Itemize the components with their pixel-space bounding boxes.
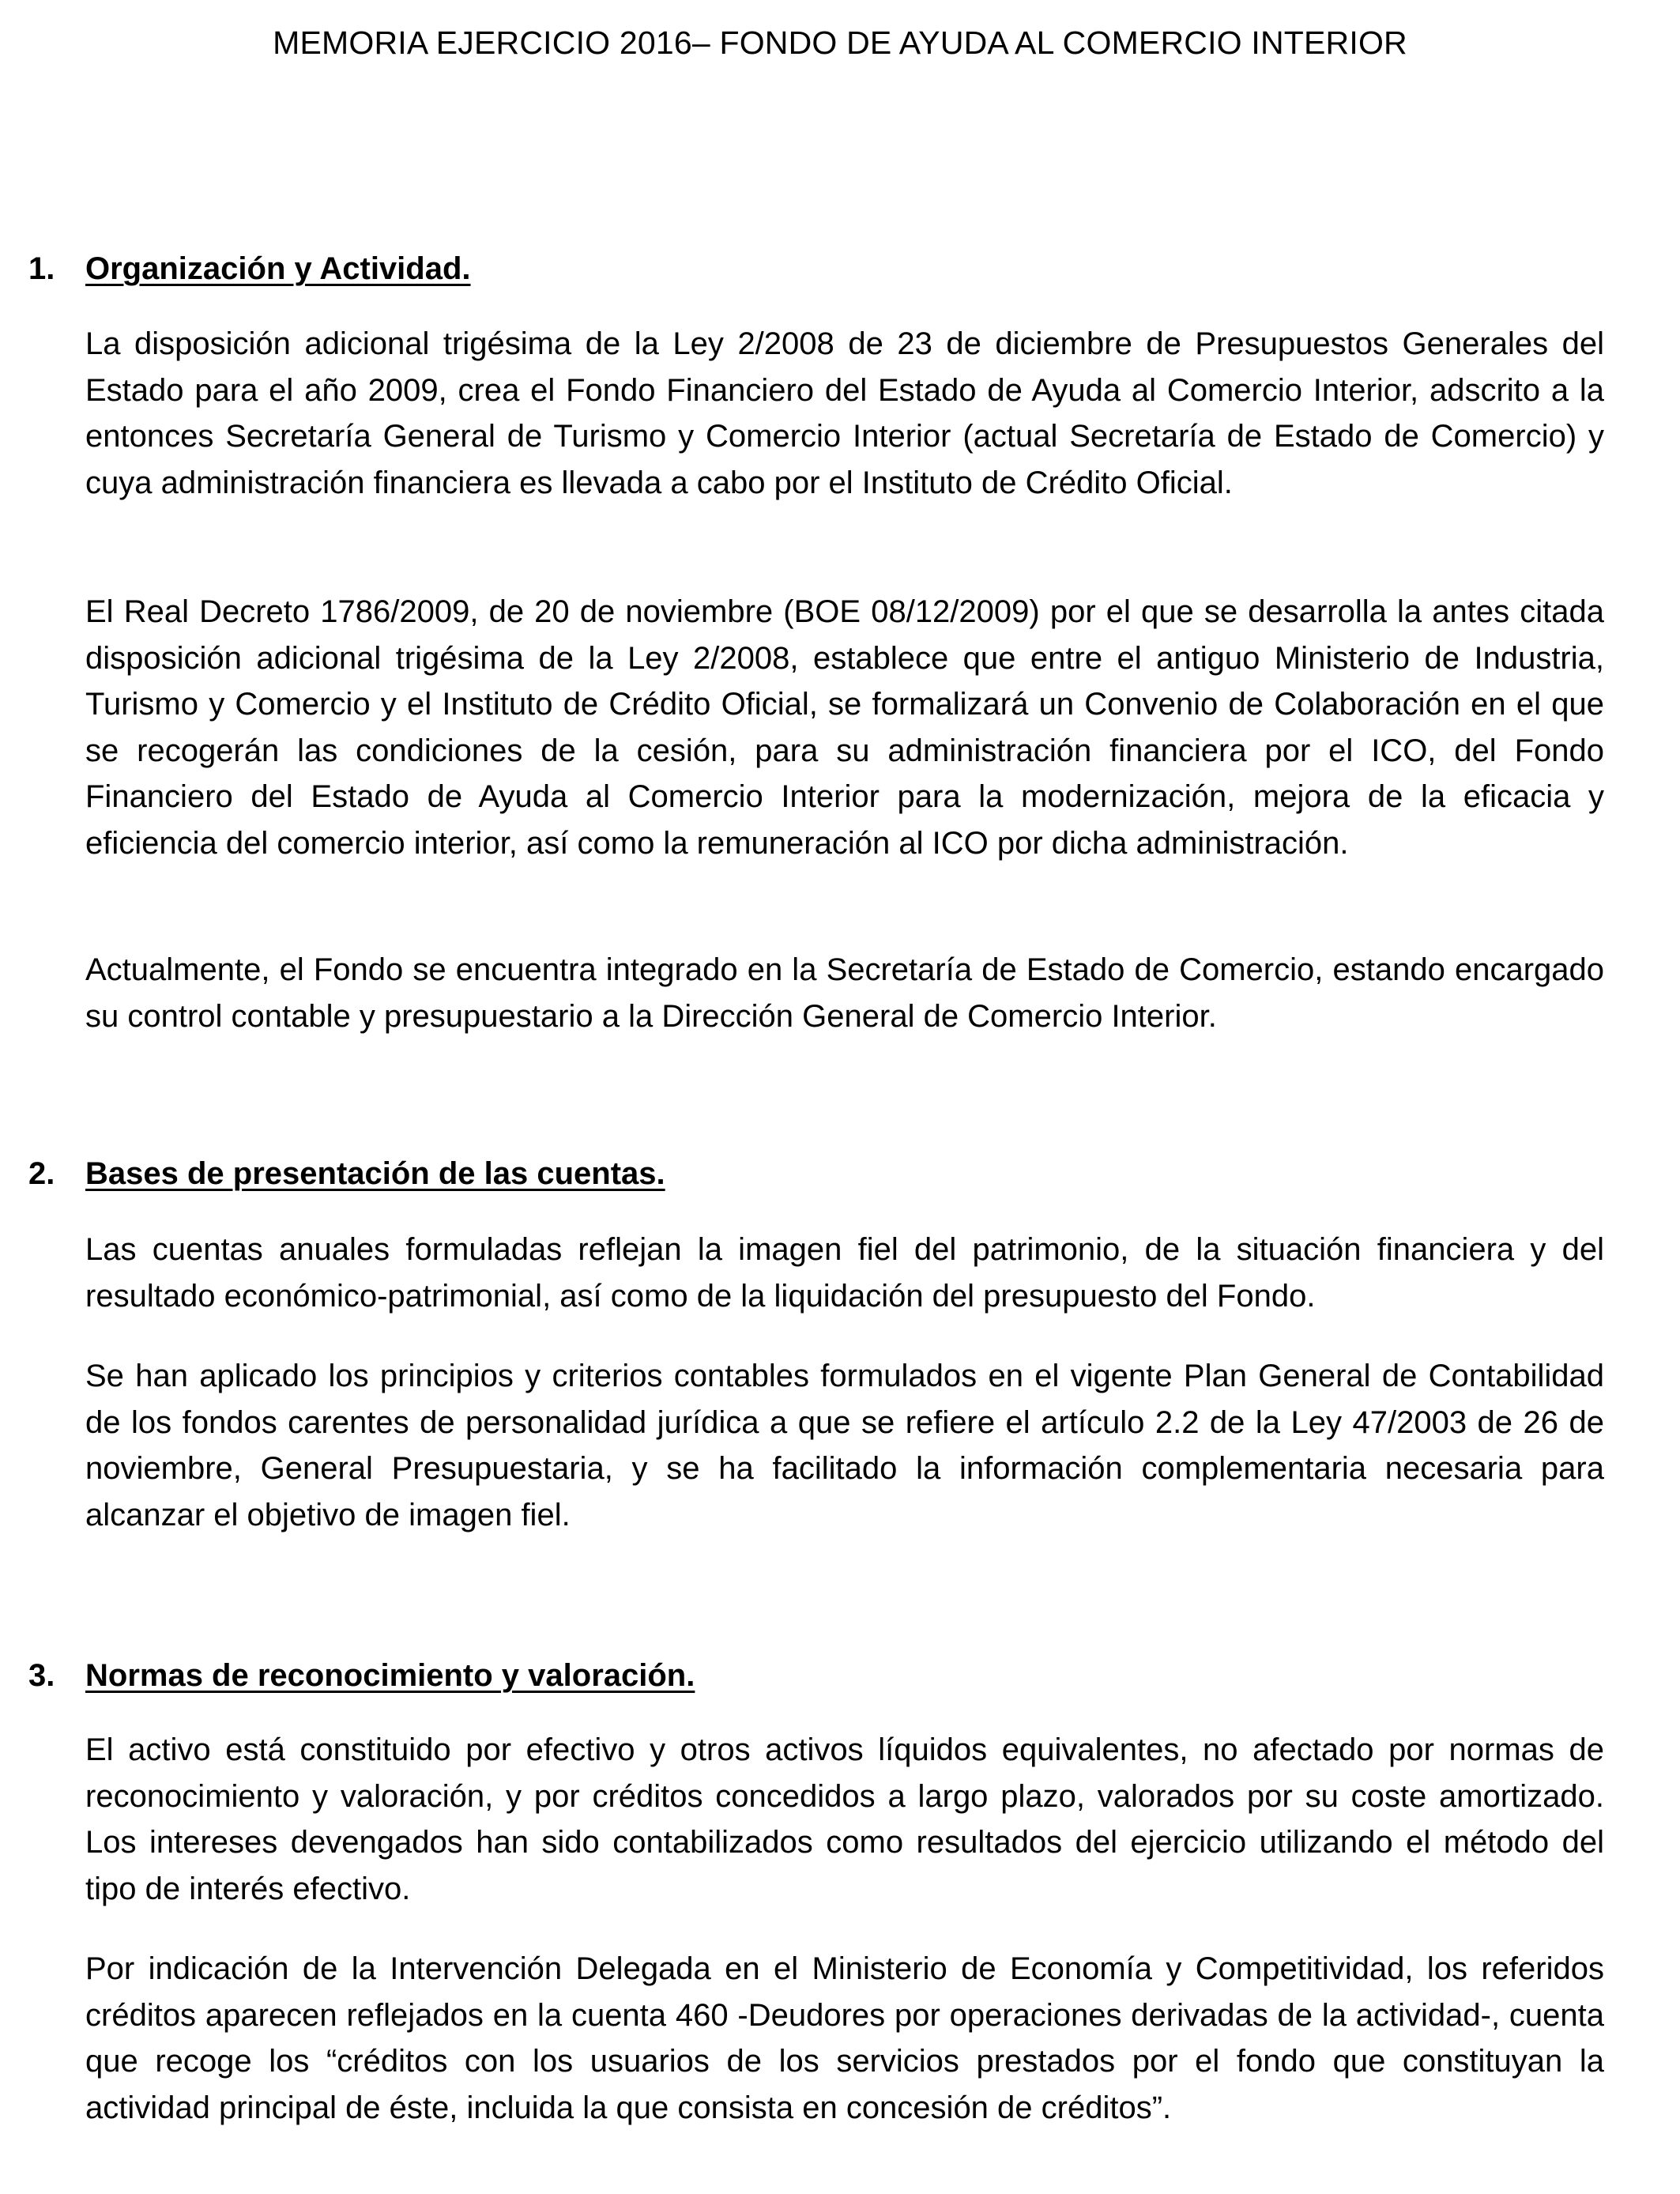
paragraph: El activo está constituido por efectivo y otros activos líquidos equivalentes, no afectado por normas de reconocimiento y valoración, y por créditos concedidos a largo plazo, valorados por su coste amortizado. Los intereses devengados han sido contabilizados como resultados del ejercicio utilizando el método del tipo de interés efectivo. xyxy=(85,1732,1604,1906)
section-organizacion xyxy=(0,245,1680,292)
section-number: 3. xyxy=(28,1658,55,1693)
document-header: MEMORIA EJERCICIO 2016– FONDO DE AYUDA AL COMERCIO INTERIOR xyxy=(273,25,1407,61)
paragraph: El Real Decreto 1786/2009, de 20 de noviembre (BOE 08/12/2009) por el que se desarrolla la antes citada disposición adicional trigésima de la Ley 2/2008, establece que entre el antiguo Ministerio de Industria, Turismo y Comercio y el Instituto de Crédito Oficial, se formalizará un Convenio de Colaboración en el que se recogerán las condiciones de la cesión, para su administración financiera por el ICO, del Fondo Financiero del Estado de Ayuda al Comercio Interior para la modernización, mejora de la eficacia y eficiencia del comercio interior, así como la remuneración al ICO por dicha administración. xyxy=(85,594,1604,861)
section-title: Bases de presentación de las cuentas. xyxy=(85,1156,665,1191)
paragraph: Las cuentas anuales formuladas reflejan la imagen fiel del patrimonio, de la situación financiera y del resultado económico-patrimonial, así como de la liquidación del presupuesto del Fondo. xyxy=(85,1232,1604,1314)
paragraph: Por indicación de la Intervención Delegada en el Ministerio de Economía y Competitividad, los referidos créditos aparecen reflejados en la cuenta 460 -Deudores por operaciones derivadas de la actividad-, cuenta que recoge los “créditos con los usuarios de los servicios prestados por el fondo que constituyan la actividad principal de éste, incluida la que consista en concesión de créditos”. xyxy=(85,1951,1604,2125)
section-number: 1. xyxy=(28,251,55,286)
section-heading xyxy=(0,1652,1680,1699)
paragraph: Se han aplicado los principios y criterios contables formulados en el vigente Plan General de Contabilidad de los fondos carentes de personalidad jurídica a que se refiere el artículo 2.2 de la Ley 47/2003 de 26 de noviembre, General Presupuestaria, y se ha facilitado la información complementaria necesaria para alcanzar el objetivo de imagen fiel. xyxy=(85,1359,1604,1532)
section-bases xyxy=(0,1150,1680,1197)
section-heading xyxy=(0,245,1680,292)
section-title: Organización y Actividad. xyxy=(85,251,471,286)
paragraph: La disposición adicional trigésima de la Ley 2/2008 de 23 de diciembre de Presupuestos Generales del Estado para el año 2009, crea el Fondo Financiero del Estado de Ayuda al Comercio Interior, adscrito a la entonces Secretaría General de Turismo y Comercio Interior (actual Secretaría de Estado de Comercio) y cuya administración financiera es llevada a cabo por el Instituto de Crédito Oficial. xyxy=(85,326,1604,500)
section-normas xyxy=(0,1652,1680,1699)
section-heading xyxy=(0,1150,1680,1197)
section-number: 2. xyxy=(28,1156,55,1191)
section-title: Normas de reconocimiento y valoración. xyxy=(85,1658,695,1693)
paragraph: Actualmente, el Fondo se encuentra integrado en la Secretaría de Estado de Comercio, estando encargado su control contable y presupuestario a la Dirección General de Comercio Interior. xyxy=(85,952,1604,1034)
